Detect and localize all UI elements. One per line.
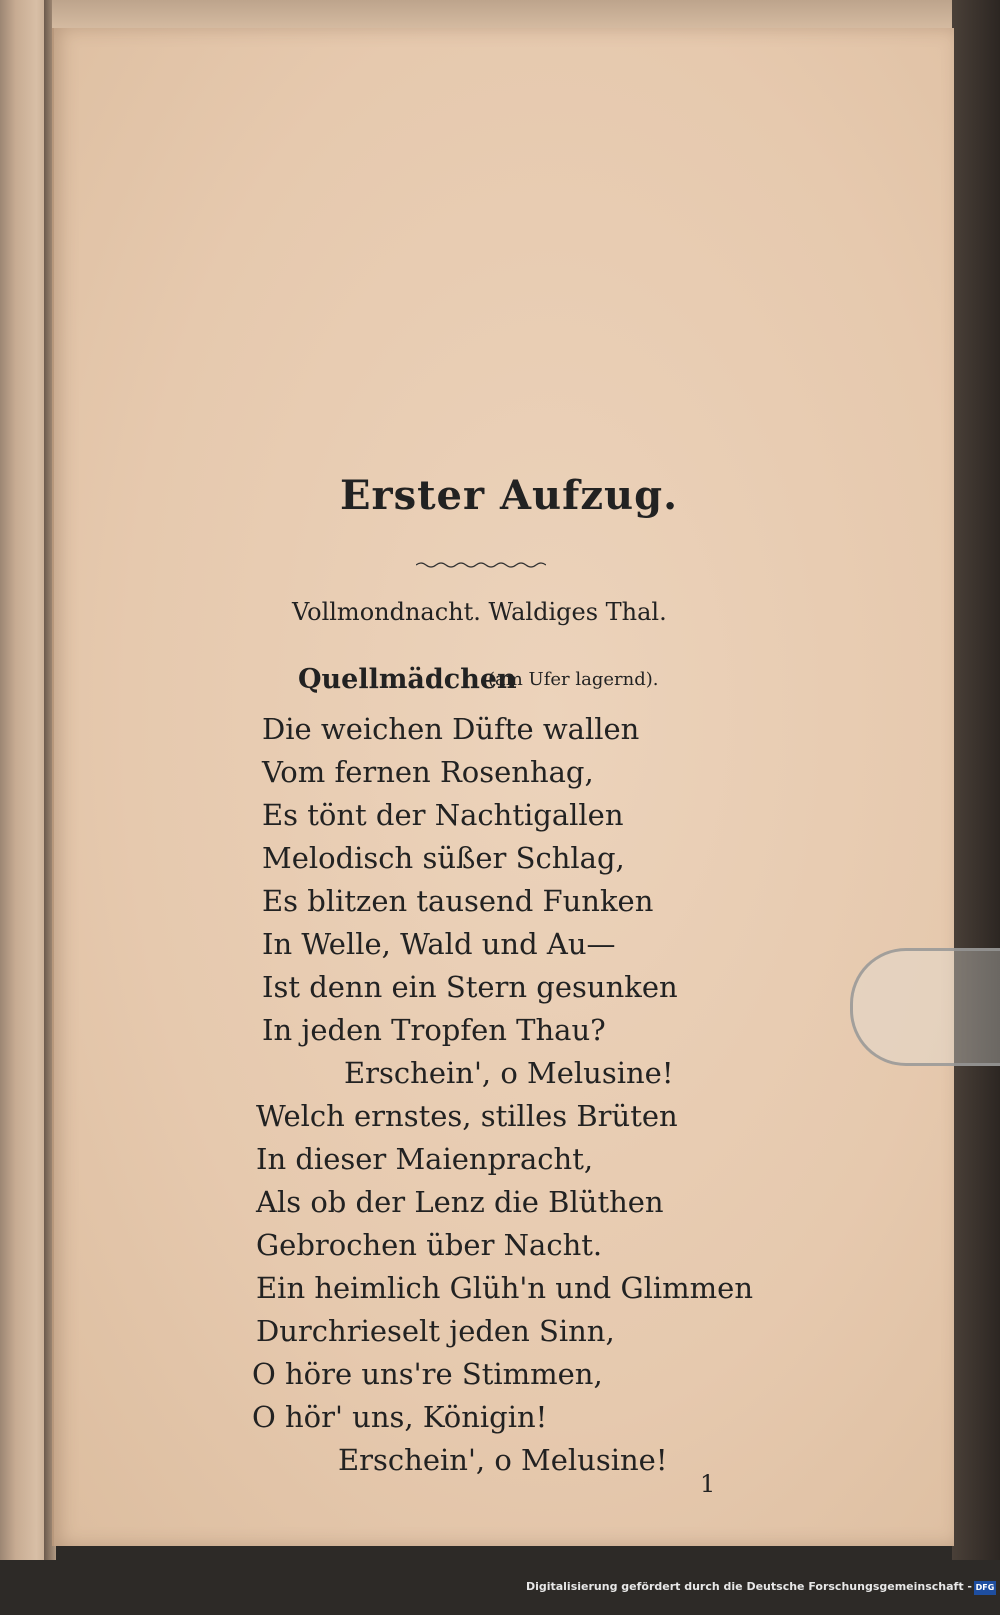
page-clip [850, 948, 1000, 1066]
verse-line: Es tönt der Nachtigallen [262, 798, 624, 832]
act-title: Erster Aufzug. [340, 472, 679, 519]
verse-refrain: Erschein', o Melusine! [338, 1443, 668, 1477]
page-number: 1 [700, 1470, 716, 1498]
verse-line: O hör' uns, Königin! [252, 1400, 548, 1434]
verse-line: Vom fernen Rosenhag, [262, 755, 594, 789]
verse-line: Welch ernstes, stilles Brüten [256, 1099, 678, 1133]
verse-line: Melodisch süßer Schlag, [262, 841, 625, 875]
stage-direction: (am Ufer lagernd). [488, 669, 659, 690]
verse-line: Ist denn ein Stern gesunken [262, 970, 678, 1004]
scene-direction: Vollmondnacht. Waldiges Thal. [292, 598, 667, 626]
verse-line: In dieser Maienpracht, [256, 1142, 594, 1176]
verse-line: In Welle, Wald und Au— [262, 927, 616, 961]
speaker-name: Quellmädchen [298, 664, 517, 695]
verse-line: Gebrochen über Nacht. [256, 1228, 603, 1262]
verse-line: Die weichen Düfte wallen [262, 712, 640, 746]
verse-line: Ein heimlich Glüh'n und Glimmen [256, 1271, 753, 1305]
verse-line: O höre uns're Stimmen, [252, 1357, 603, 1391]
verse-line: Es blitzen tausend Funken [262, 884, 654, 918]
book-cover-edge [952, 0, 1000, 1560]
verse-refrain: Erschein', o Melusine! [344, 1056, 674, 1090]
page-top-edge [52, 0, 952, 30]
decorative-rule [416, 560, 546, 570]
verse-line: In jeden Tropfen Thau? [262, 1013, 606, 1047]
verse-line: Durchrieselt jeden Sinn, [256, 1314, 615, 1348]
digitization-credit: Digitalisierung gefördert durch die Deutsche Forschungsgemeinschaft - [525, 1580, 972, 1593]
dfg-logo: DFG [974, 1581, 996, 1595]
verse-line: Als ob der Lenz die Blüthen [256, 1185, 664, 1219]
